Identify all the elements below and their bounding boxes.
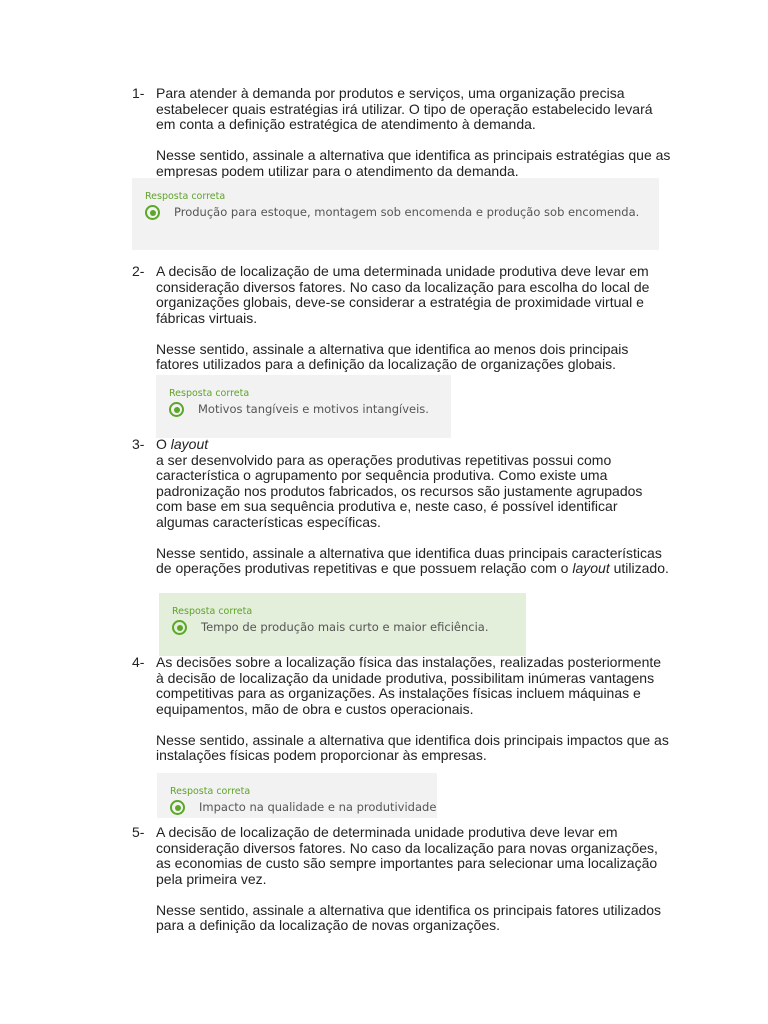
question-number: 5- (132, 824, 145, 840)
answer-box-4 (157, 773, 437, 818)
question-text: O layout a ser desenvolvido para as operações produtivas repetitivas possui como característica o agrupamento por sequência produtiva. Como existe uma padronização nos produtos fabricados, os recursos são justamente agrupados com base em sua sequência produtiva e, neste caso, é possível identificar algumas características específicas. (156, 436, 643, 530)
answer-box-1 (132, 178, 659, 250)
answer-label: Resposta correta (145, 191, 226, 202)
answer-text: Motivos tangíveis e motivos intangíveis. (198, 402, 429, 416)
question-number: 2- (132, 263, 145, 279)
question-prompt: Nesse sentido, assinale a alternativa que identifica dois principais impactos que as instalações físicas podem proporcionar às empresas. (156, 731, 669, 763)
radio-selected-icon (145, 205, 160, 220)
answer-box-2 (156, 375, 451, 438)
question-text: A decisão de localização de uma determinada unidade produtiva deve levar em consideração diversos fatores. No caso da localização para escolha do local de organizações globais, deve-se considerar a estratégia de proximidade virtual e fábricas virtuais. (156, 263, 650, 326)
question-number: 4- (132, 654, 145, 670)
question-5 (132, 825, 672, 934)
answer-label: Resposta correta (172, 606, 253, 617)
answer-label: Resposta correta (169, 388, 250, 399)
answer-box-3 (159, 593, 526, 656)
question-prompt: Nesse sentido, assinale a alternativa que identifica ao menos dois principais fatores utilizados para a definição da localização de organizações globais. (156, 340, 629, 372)
question-text: As decisões sobre a localização física das instalações, realizadas posteriormente à decisão de localização da unidade produtiva, possibilitam inúmeras vantagens competitivas para as organizações. As instalações físicas incluem máquinas e equipamentos, mão de obra e custos operacionais. (156, 654, 662, 717)
question-3 (132, 437, 672, 577)
question-number: 3- (132, 436, 145, 452)
question-prompt: Nesse sentido, assinale a alternativa que identifica os principais fatores utilizados para a definição da localização de novas organizações. (156, 901, 662, 933)
answer-text: Impacto na qualidade e na produtividade (199, 800, 437, 814)
question-1 (132, 86, 672, 179)
question-2 (132, 264, 672, 373)
question-4 (132, 655, 672, 764)
question-text: Para atender à demanda por produtos e serviços, uma organização precisa estabelecer quais estratégias irá utilizar. O tipo de operação estabelecido levará em conta a definição estratégica de atendimento à demanda. (156, 85, 653, 132)
question-number: 1- (132, 85, 145, 101)
radio-selected-icon (169, 402, 184, 417)
question-text: A decisão de localização de determinada unidade produtiva deve levar em consideração diversos fatores. No caso da localização para novas organizações, as economias de custo são sempre importantes para selecionar uma localização pela primeira vez. (156, 824, 658, 887)
question-prompt: Nesse sentido, assinale a alternativa que identifica duas principais características de operações produtivas repetitivas e que possuem relação com o layout utilizado. (156, 544, 669, 576)
question-prompt: Nesse sentido, assinale a alternativa que identifica as principais estratégias que as empresas podem utilizar para o atendimento da demanda. (156, 147, 671, 179)
radio-selected-icon (172, 620, 187, 635)
answer-text: Produção para estoque, montagem sob encomenda e produção sob encomenda. (174, 205, 640, 219)
answer-label: Resposta correta (170, 786, 251, 797)
answer-text: Tempo de produção mais curto e maior eficiência. (201, 620, 489, 634)
radio-selected-icon (170, 800, 185, 815)
